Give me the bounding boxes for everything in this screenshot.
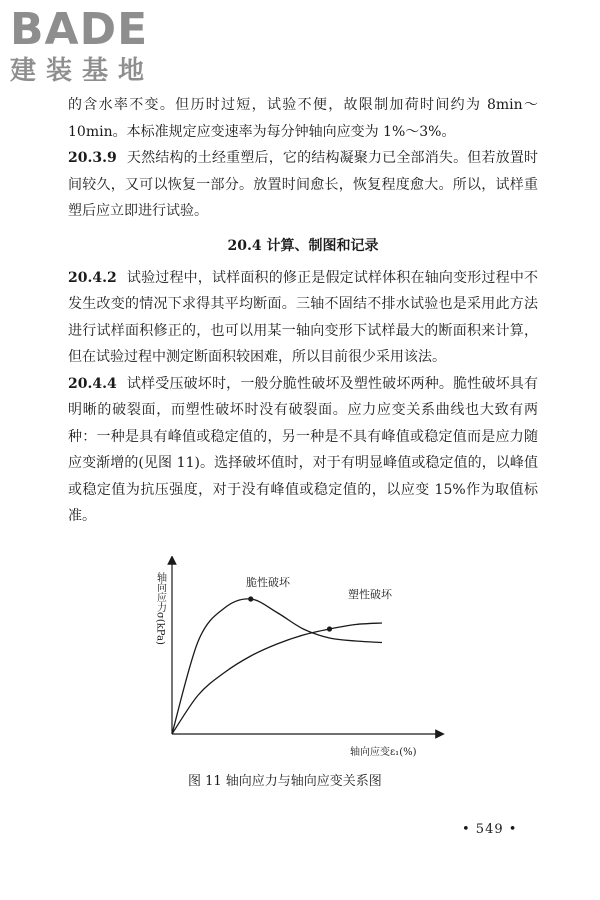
x-axis-label: 轴向应变ε₁(%) [350,747,417,758]
logo-sub-text: 建装基地 [10,56,155,86]
clause-number: 20.3.9 [68,150,117,166]
clause-number: 20.4.4 [68,375,117,392]
clause-text: 天然结构的土经重塑后，它的结构凝聚力已全部消失。但若放置时间较久，又可以恢复一部分。放置时间愈长，恢复程度愈大。所以，试样重塑后应立即进行试验。 [68,150,538,219]
clause-20-3-9 [68,145,538,225]
plastic-failure-curve [172,623,382,734]
brittle-failure-label: 脆性破坏 [246,576,290,589]
brittle-failure-curve [172,599,382,734]
y-axis-label: 轴向应力σ(kPa) [154,572,166,645]
paragraph-continuation [68,92,538,145]
section-heading: 20.4 计算、制图和记录 [227,237,379,254]
series-layer [172,596,382,734]
plastic-failure-label: 塑性破坏 [348,588,392,601]
clause-20-4-2 [68,265,538,371]
logo [10,6,154,86]
figure-caption: 图 11 轴向应力与轴向应变关系图 [188,774,382,789]
logo-main-text: BADE [10,4,149,55]
document-body [68,92,538,530]
clause-text: 试样受压破坏时，一般分脆性破坏及塑性破坏两种。脆性破坏具有明晰的破裂面，而塑性破坏时没有破裂面。应力应变关系曲线也大致有两种：一种是具有峰值或稳定值的，另一种是不具有峰值或稳定值而是应力随应变渐增的(见图 11)。选择破坏值时，对于有明显峰值或稳定值的，以峰值或稳定值为抗压强度，对于没有峰值或稳定值的，以应变 15%作为取值标准。 [68,375,538,524]
clause-20-4-4 [68,371,538,530]
brittle-peak-point [248,596,253,601]
stress-strain-chart [150,556,450,766]
plastic-marker-point [327,626,332,631]
clause-text: 试验过程中，试样面积的修正是假定试样体积在轴向变形过程中不发生改变的情况下求得其平均断面。三轴不固结不排水试验也是采用此方法进行试样面积修正的，也可以用某一轴向变形下试样最大的断面积来计算，但在试验过程中测定断面积较困难，所以目前很少采用该法。 [68,269,538,365]
page-number: • 549 • [462,822,518,837]
paragraph-text: 的含水率不变。但历时过短，试验不便，故限制加荷时间约为 8min～10min。本标准规定应变速率为每分钟轴向应变为 1%～3%。 [68,97,538,140]
clause-number: 20.4.2 [68,269,117,286]
